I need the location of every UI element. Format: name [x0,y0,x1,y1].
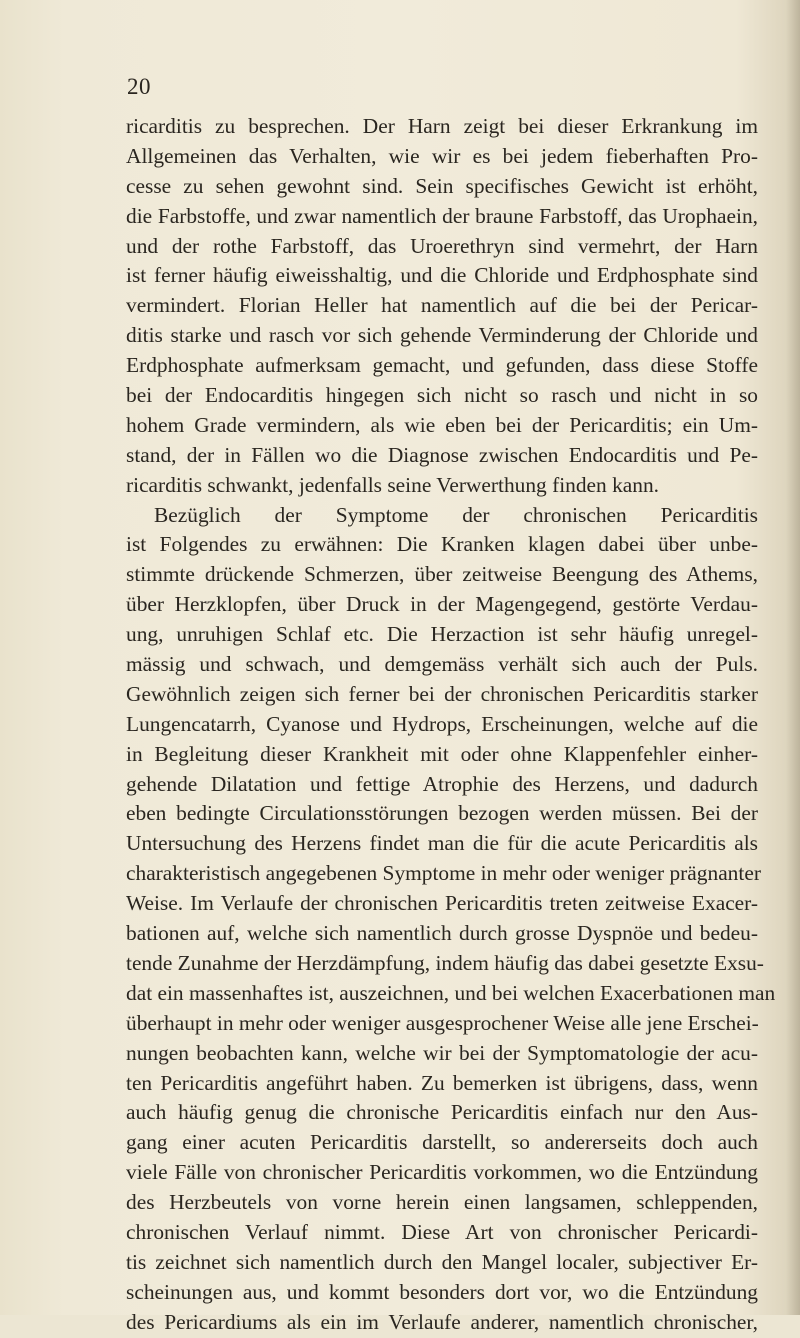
text-line: ricarditis zu besprechen. Der Harn zeigt bei dieser Erkrankung im [126,114,758,138]
text-line: hohem Grade vermindern, als wie eben bei der Pericarditis; ein Um- [126,412,758,437]
text-line: tende Zunahme der Herzdämpfung, indem häufig das dabei gesetzte Exsu- [126,950,764,975]
text-line: nungen beobachten kann, welche wir bei der Symptomatologie der acu- [126,1040,758,1065]
page-edge-shadow [786,0,800,1315]
text-line: stimmte drückende Schmerzen, über zeitweise Beengung des Athems, [126,562,758,587]
text-line: ditis starke und rasch vor sich gehende Verminderung der Chloride und [126,323,758,348]
text-line: Allgemeinen das Verhalten, wie wir es bei jedem fieberhaften Pro- [126,143,758,168]
text-line: stand, der in Fällen wo die Diagnose zwischen Endocarditis und Pe- [126,442,758,467]
text-line: mässig und schwach, und demgemäss verhält sich auch der Puls. [126,652,758,677]
text-line: auch häufig genug die chronische Pericarditis einfach nur den Aus- [126,1100,758,1125]
text-line: die Farbstoffe, und zwar namentlich der braune Farbstoff, das Urophaein, [126,203,758,228]
text-line: charakteristisch angegebenen Symptome in mehr oder weniger prägnanter [126,861,761,886]
page-number: 20 [127,74,151,99]
text-line: Bezüglich der Symptome der chronischen Pericarditis [154,502,758,527]
text-line: des Pericardiums als ein im Verlaufe anderer, namentlich chronischer, [126,1309,758,1334]
text-line: Untersuchung des Herzens findet man die für die acute Pericarditis als [126,831,758,856]
text-line: bationen auf, welche sich namentlich durch grosse Dyspnöe und bedeu- [126,921,758,946]
text-line: über Herzklopfen, über Druck in der Magengegend, gestörte Verdau- [126,592,758,617]
text-line: scheinungen aus, und kommt besonders dort vor, wo die Entzündung [126,1279,758,1304]
text-line: bei der Endocarditis hingegen sich nicht so rasch und nicht in so [126,383,758,408]
text-line: chronischen Verlauf nimmt. Diese Art von chronischer Pericardi- [126,1219,758,1244]
text-line: gang einer acuten Pericarditis darstellt, so andererseits doch auch [126,1130,758,1155]
text-line: Weise. Im Verlaufe der chronischen Pericarditis treten zeitweise Exacer- [126,891,758,916]
text-line: des Herzbeutels von vorne herein einen langsamen, schleppenden, [126,1190,758,1215]
text-line: viele Fälle von chronischer Pericarditis vorkommen, wo die Entzündung [126,1160,758,1185]
text-line: und der rothe Farbstoff, das Uroerethryn sind vermehrt, der Harn [126,233,758,258]
text-line: ricarditis schwankt, jedenfalls seine Verwerthung finden kann. [126,472,660,497]
text-line: Gewöhnlich zeigen sich ferner bei der chronischen Pericarditis starker [126,681,758,706]
text-line: vermindert. Florian Heller hat namentlich auf die bei der Pericar- [126,293,758,318]
body-text [126,112,776,1338]
text-line: tis zeichnet sich namentlich durch den Mangel localer, subjectiver Er- [126,1249,758,1274]
text-line: gehende Dilatation und fettige Atrophie des Herzens, und dadurch [126,771,758,796]
text-line: Erdphosphate aufmerksam gemacht, und gefunden, dass diese Stoffe [126,353,758,378]
text-line: ist Folgendes zu erwähnen: Die Kranken klagen dabei über unbe- [126,532,758,557]
text-line: ten Pericarditis angeführt haben. Zu bemerken ist übrigens, dass, wenn [126,1070,758,1095]
text-line: ung, unruhigen Schlaf etc. Die Herzaction ist sehr häufig unregel- [126,622,758,647]
text-line: ist ferner häufig eiweisshaltig, und die Chloride und Erdphosphate sind [126,263,758,288]
text-line: dat ein massenhaftes ist, auszeichnen, und bei welchen Exacerbationen man [126,980,776,1005]
text-line: Lungencatarrh, Cyanose und Hydrops, Erscheinungen, welche auf die [126,711,758,736]
text-line: überhaupt in mehr oder weniger ausgesprochener Weise alle jene Erschei- [126,1010,759,1035]
text-line: cesse zu sehen gewohnt sind. Sein specifisches Gewicht ist erhöht, [126,173,758,198]
text-line: in Begleitung dieser Krankheit mit oder ohne Klappenfehler einher- [126,741,758,766]
text-line: eben bedingte Circulationsstörungen bezogen werden müssen. Bei der [126,801,758,826]
